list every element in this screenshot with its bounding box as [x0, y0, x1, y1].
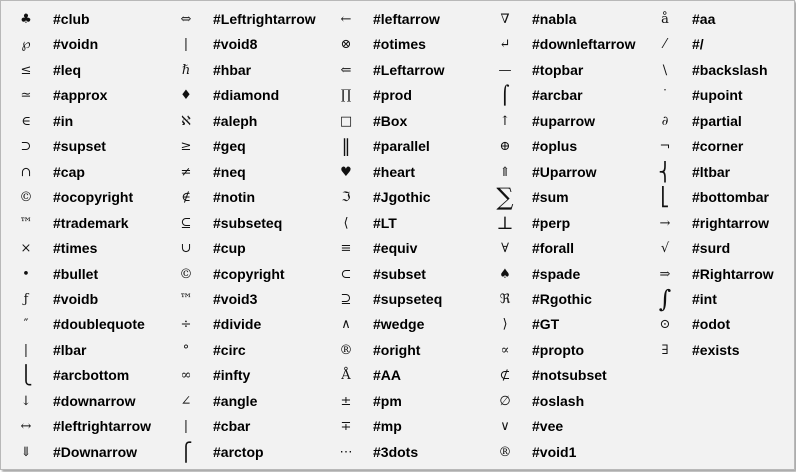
symbol-name-label: #hbar	[213, 62, 252, 78]
symbol-glyph-icon: ⎧	[179, 442, 193, 463]
symbol-glyph-icon: ∧	[341, 317, 351, 332]
symbol-name-label: #divide	[213, 316, 262, 332]
symbol-name-label: #supset	[53, 138, 106, 154]
symbol-name-label: #heart	[373, 164, 416, 180]
symbol-name-label: #cup	[213, 240, 246, 256]
symbol-entry	[7, 338, 167, 363]
symbol-name-label: #downarrow	[53, 393, 136, 409]
symbol-entry	[167, 211, 327, 236]
symbol-name-label: #subseteq	[213, 215, 283, 231]
symbol-glyph-icon: ⇒	[659, 267, 671, 282]
symbol-name-label: #oslash	[532, 393, 585, 409]
symbol-glyph-icon: ℘	[21, 37, 31, 52]
symbol-entry	[486, 185, 646, 210]
symbol-name-label: #corner	[692, 138, 744, 154]
symbol-name-label: #pm	[373, 393, 402, 409]
symbol-glyph-icon: ⊆	[180, 216, 192, 231]
symbol-name-label: #ocopyright	[53, 189, 134, 205]
symbol-name-label: #geq	[213, 138, 246, 154]
symbol-entry	[486, 7, 646, 32]
symbol-glyph-icon: ∈	[21, 114, 31, 129]
symbol-glyph-icon: |	[23, 343, 29, 358]
symbol-entry	[7, 236, 167, 261]
symbol-entry	[327, 287, 487, 312]
symbol-glyph-icon: →	[659, 216, 671, 231]
symbol-name-label: #propto	[532, 342, 585, 358]
symbol-entry	[486, 414, 646, 439]
symbol-glyph-icon: ∫	[658, 285, 672, 313]
symbol-glyph-icon: ∓	[340, 419, 352, 434]
symbol-name-label: #leq	[53, 62, 82, 78]
symbol-entry	[327, 262, 487, 287]
symbol-glyph-icon: ™	[19, 216, 33, 231]
symbol-name-label: #Uparrow	[532, 164, 597, 180]
symbol-entry	[327, 109, 487, 134]
symbol-glyph-icon: ⇔	[180, 12, 192, 27]
symbol-glyph-icon: ±	[340, 394, 352, 409]
symbol-entry	[646, 58, 796, 83]
symbol-entry	[7, 7, 167, 32]
symbol-entry	[486, 338, 646, 363]
symbol-name-label: #oright	[373, 342, 421, 358]
symbol-entry	[327, 58, 487, 83]
symbol-name-label: #voidb	[53, 291, 99, 307]
symbol-glyph-icon: ℏ	[181, 63, 191, 78]
symbol-name-label: #3dots	[373, 444, 419, 460]
symbol-name-label: #Leftrightarrow	[213, 11, 316, 27]
symbol-entry	[486, 312, 646, 337]
symbol-name-label: #downleftarrow	[532, 36, 636, 52]
symbol-glyph-icon: ∨	[500, 419, 510, 434]
symbol-entry	[167, 312, 327, 337]
symbol-name-label: #spade	[532, 266, 581, 282]
symbol-entry	[167, 440, 327, 465]
symbol-entry	[327, 185, 487, 210]
symbol-glyph-icon: ⌠	[500, 85, 510, 106]
symbol-glyph-icon: |	[183, 419, 189, 434]
symbol-glyph-icon: ↑	[499, 114, 511, 129]
symbol-glyph-icon: \	[662, 63, 668, 78]
symbol-entry	[7, 389, 167, 414]
symbol-name-label: #supseteq	[373, 291, 443, 307]
symbol-glyph-icon: ≥	[180, 139, 192, 154]
symbol-glyph-icon: ↓	[20, 394, 32, 409]
symbol-name-label: #upoint	[692, 87, 743, 103]
symbol-entry	[167, 160, 327, 185]
symbol-glyph-icon: ≠	[180, 165, 192, 180]
symbol-glyph-icon: ∝	[500, 343, 510, 358]
symbol-name-label: #subset	[373, 266, 426, 282]
symbol-entry	[327, 83, 487, 108]
symbol-name-label: #forall	[532, 240, 575, 256]
symbol-entry	[646, 160, 796, 185]
symbol-name-label: #backslash	[692, 62, 768, 78]
symbol-entry	[327, 363, 487, 388]
symbol-glyph-icon: ⇑	[499, 165, 511, 180]
symbol-glyph-icon: ∑	[496, 183, 514, 211]
symbol-name-label: #leftarrow	[373, 11, 440, 27]
symbol-glyph-icon: ≤	[20, 63, 32, 78]
symbol-name-label: #Box	[373, 113, 408, 129]
symbol-glyph-icon: ℑ	[341, 190, 351, 205]
symbol-name-label: #void8	[213, 36, 258, 52]
symbol-entry	[167, 134, 327, 159]
symbol-name-label: #approx	[53, 87, 108, 103]
symbol-glyph-icon: ⎩	[19, 365, 33, 386]
symbol-entry	[486, 83, 646, 108]
symbol-name-label: #int	[692, 291, 717, 307]
symbol-name-label: #exists	[692, 342, 740, 358]
symbol-entry	[486, 58, 646, 83]
symbol-name-label: #wedge	[373, 316, 425, 332]
symbol-glyph-icon: ‖	[341, 136, 351, 157]
symbol-entry	[7, 312, 167, 337]
symbol-name-label: #mp	[373, 418, 402, 434]
symbol-entry	[7, 414, 167, 439]
symbol-entry	[327, 312, 487, 337]
symbol-entry	[327, 236, 487, 261]
symbol-glyph-icon: °	[182, 343, 190, 358]
symbol-glyph-icon: —	[498, 63, 512, 78]
symbol-glyph-icon: ⊙	[659, 317, 671, 332]
symbol-entry	[486, 109, 646, 134]
symbol-name-label: #/	[692, 36, 704, 52]
symbol-name-label: #topbar	[532, 62, 584, 78]
symbol-glyph-icon: ⊗	[340, 37, 352, 52]
symbol-entry	[167, 389, 327, 414]
symbol-glyph-icon: ∩	[20, 165, 32, 180]
symbol-name-label: #angle	[213, 393, 258, 409]
symbol-entry	[486, 134, 646, 159]
symbol-entry	[486, 440, 646, 465]
symbol-glyph-icon: ⊥	[496, 213, 514, 234]
symbol-glyph-icon: ©	[19, 190, 33, 205]
symbol-entry	[327, 32, 487, 57]
symbol-name-label: #odot	[692, 316, 731, 332]
symbol-glyph-icon: ∇	[500, 12, 510, 27]
symbol-name-label: #diamond	[213, 87, 280, 103]
symbol-entry	[646, 32, 796, 57]
symbol-name-label: #circ	[213, 342, 246, 358]
symbol-glyph-icon: ↵	[499, 37, 511, 52]
symbol-name-label: #vee	[532, 418, 564, 434]
symbol-entry	[167, 58, 327, 83]
symbol-entry	[167, 109, 327, 134]
symbol-entry	[327, 134, 487, 159]
symbol-glyph-icon: ˙	[661, 88, 669, 103]
symbol-glyph-icon: ∏	[340, 88, 352, 103]
symbol-glyph-icon: √	[660, 241, 670, 256]
symbol-name-label: #otimes	[373, 36, 426, 52]
symbol-name-label: #GT	[532, 316, 560, 332]
symbol-glyph-icon: å	[661, 12, 669, 27]
symbol-entry	[646, 312, 796, 337]
symbol-entry	[167, 83, 327, 108]
symbol-name-label: #rightarrow	[692, 215, 770, 231]
symbol-entry	[327, 389, 487, 414]
symbol-entry	[7, 287, 167, 312]
symbol-name-label: #oplus	[532, 138, 578, 154]
symbol-glyph-icon: ⊇	[340, 292, 352, 307]
symbol-entry	[486, 389, 646, 414]
symbol-entry	[327, 414, 487, 439]
symbol-entry	[7, 58, 167, 83]
symbol-glyph-icon: ♦	[180, 88, 192, 103]
symbol-entry	[646, 236, 796, 261]
symbol-entry	[486, 211, 646, 236]
symbol-glyph-icon: ∂	[661, 114, 669, 129]
symbol-entry	[486, 287, 646, 312]
symbol-glyph-icon: ℜ	[499, 292, 511, 307]
symbol-glyph-icon: ←	[340, 12, 352, 27]
symbol-glyph-icon: ≡	[340, 241, 352, 256]
symbol-entry	[646, 109, 796, 134]
symbol-name-label: #parallel	[373, 138, 430, 154]
symbol-glyph-icon: ↔	[20, 419, 32, 434]
symbol-name-label: #arcbar	[532, 87, 583, 103]
symbol-entry	[486, 236, 646, 261]
symbol-entry	[646, 134, 796, 159]
symbol-glyph-icon: ⊂	[340, 267, 352, 282]
symbol-glyph-icon: ⊃	[20, 139, 32, 154]
symbol-name-label: #neq	[213, 164, 246, 180]
symbol-entry	[7, 32, 167, 57]
symbol-glyph-icon: ©	[179, 267, 193, 282]
symbol-entry	[167, 7, 327, 32]
symbol-name-label: #leftrightarrow	[53, 418, 152, 434]
symbol-entry	[646, 185, 796, 210]
symbol-entry	[486, 262, 646, 287]
symbol-entry	[646, 338, 796, 363]
symbol-glyph-icon: ∀	[501, 241, 509, 256]
symbol-name-label: #equiv	[373, 240, 418, 256]
symbol-glyph-icon: ∃	[661, 343, 669, 358]
symbol-entry	[646, 7, 796, 32]
symbol-name-label: #bottombar	[692, 189, 769, 205]
symbol-name-label: #surd	[692, 240, 731, 256]
symbol-entry	[327, 160, 487, 185]
symbol-name-label: #voidn	[53, 36, 99, 52]
symbol-name-label: #void3	[213, 291, 258, 307]
symbol-name-label: #trademark	[53, 215, 129, 231]
symbol-name-label: #Rightarrow	[692, 266, 774, 282]
symbol-glyph-icon: □	[339, 114, 353, 129]
symbol-glyph-icon: Å	[341, 368, 351, 383]
symbol-entry	[327, 338, 487, 363]
symbol-entry	[646, 287, 796, 312]
symbol-name-label: #void1	[532, 444, 577, 460]
symbol-glyph-icon: ∞	[180, 368, 192, 383]
symbol-glyph-icon: ♥	[340, 165, 352, 180]
symbol-glyph-icon: ×	[20, 241, 32, 256]
symbol-name-label: #uparrow	[532, 113, 596, 129]
symbol-entry	[7, 440, 167, 465]
symbol-entry	[167, 185, 327, 210]
symbol-name-label: #aa	[692, 11, 716, 27]
symbol-entry	[486, 160, 646, 185]
symbol-name-label: #perp	[532, 215, 571, 231]
symbol-entry	[646, 83, 796, 108]
symbol-name-label: #club	[53, 11, 90, 27]
symbol-entry	[327, 7, 487, 32]
symbol-name-label: #arctop	[213, 444, 264, 460]
symbol-name-label: #sum	[532, 189, 569, 205]
symbol-name-label: #lbar	[53, 342, 87, 358]
symbol-name-label: #infty	[213, 367, 251, 383]
symbol-glyph-icon: ƒ	[23, 292, 29, 307]
symbol-entry	[7, 83, 167, 108]
symbol-entry	[7, 160, 167, 185]
symbol-name-label: #bullet	[53, 266, 99, 282]
symbol-glyph-icon: ®	[498, 445, 512, 460]
symbol-name-label: #ltbar	[692, 164, 731, 180]
symbol-name-label: #Downarrow	[53, 444, 138, 460]
symbol-name-label: #AA	[373, 367, 402, 383]
symbol-entry	[167, 414, 327, 439]
symbol-entry	[327, 440, 487, 465]
symbol-entry	[7, 109, 167, 134]
symbol-glyph-icon: ⟨	[343, 216, 349, 231]
symbol-entry	[7, 134, 167, 159]
symbol-entry	[167, 363, 327, 388]
symbol-name-label: #Jgothic	[373, 189, 431, 205]
symbol-name-label: #aleph	[213, 113, 258, 129]
symbol-entry	[327, 211, 487, 236]
symbol-entry	[167, 236, 327, 261]
symbol-entry	[7, 262, 167, 287]
symbol-glyph-icon: ♣	[20, 12, 32, 27]
symbol-glyph-icon: ∪	[180, 241, 192, 256]
symbol-entry	[167, 287, 327, 312]
symbol-glyph-icon: ⁄	[663, 37, 667, 52]
symbol-name-label: #notsubset	[532, 367, 607, 383]
symbol-glyph-icon: ≃	[20, 88, 32, 103]
symbol-glyph-icon: ÷	[180, 317, 192, 332]
symbol-glyph-icon: ⋯	[339, 445, 353, 460]
symbol-name-label: #doublequote	[53, 316, 145, 332]
symbol-name-label: #copyright	[213, 266, 285, 282]
symbol-name-label: #arcbottom	[53, 367, 130, 383]
symbol-glyph-icon: ⊄	[499, 368, 511, 383]
symbol-name-label: #Leftarrow	[373, 62, 445, 78]
symbol-name-label: #prod	[373, 87, 412, 103]
symbol-glyph-icon: ∉	[181, 190, 191, 205]
symbol-entry	[7, 185, 167, 210]
symbol-glyph-icon: ♠	[499, 267, 511, 282]
symbol-entry	[7, 211, 167, 236]
symbol-entry	[167, 32, 327, 57]
symbol-glyph-icon: ™	[179, 292, 193, 307]
symbol-glyph-icon: ∅	[499, 394, 511, 409]
symbol-name-label: #nabla	[532, 11, 577, 27]
symbol-glyph-icon: ℵ	[181, 114, 191, 129]
symbol-glyph-icon: ¬	[659, 139, 671, 154]
symbol-entry	[486, 32, 646, 57]
symbol-name-label: #in	[53, 113, 74, 129]
symbol-glyph-icon: ″	[23, 317, 29, 332]
symbol-glyph-icon: ®	[339, 343, 353, 358]
symbol-glyph-icon: ⎣	[660, 187, 670, 208]
symbol-glyph-icon: ⊕	[499, 139, 511, 154]
symbol-glyph-icon: |	[183, 37, 189, 52]
symbol-name-label: #LT	[373, 215, 397, 231]
symbol-name-label: #cap	[53, 164, 85, 180]
symbol-name-label: #times	[53, 240, 98, 256]
symbol-glyph-icon: ⇐	[340, 63, 352, 78]
symbol-glyph-icon: ⟩	[502, 317, 508, 332]
symbol-entry	[646, 262, 796, 287]
symbol-entry	[7, 363, 167, 388]
symbol-entry	[167, 338, 327, 363]
symbol-name-label: #Rgothic	[532, 291, 592, 307]
symbol-name-label: #notin	[213, 189, 255, 205]
symbol-glyph-icon: ⎨	[658, 162, 672, 183]
symbol-entry	[486, 363, 646, 388]
symbol-entry	[167, 262, 327, 287]
symbol-name-label: #partial	[692, 113, 742, 129]
symbol-name-label: #cbar	[213, 418, 251, 434]
symbol-glyph-icon: ∠	[180, 394, 192, 409]
symbol-glyph-icon: •	[22, 267, 30, 282]
symbol-glyph-icon: ⇓	[20, 445, 32, 460]
symbol-entry	[646, 211, 796, 236]
